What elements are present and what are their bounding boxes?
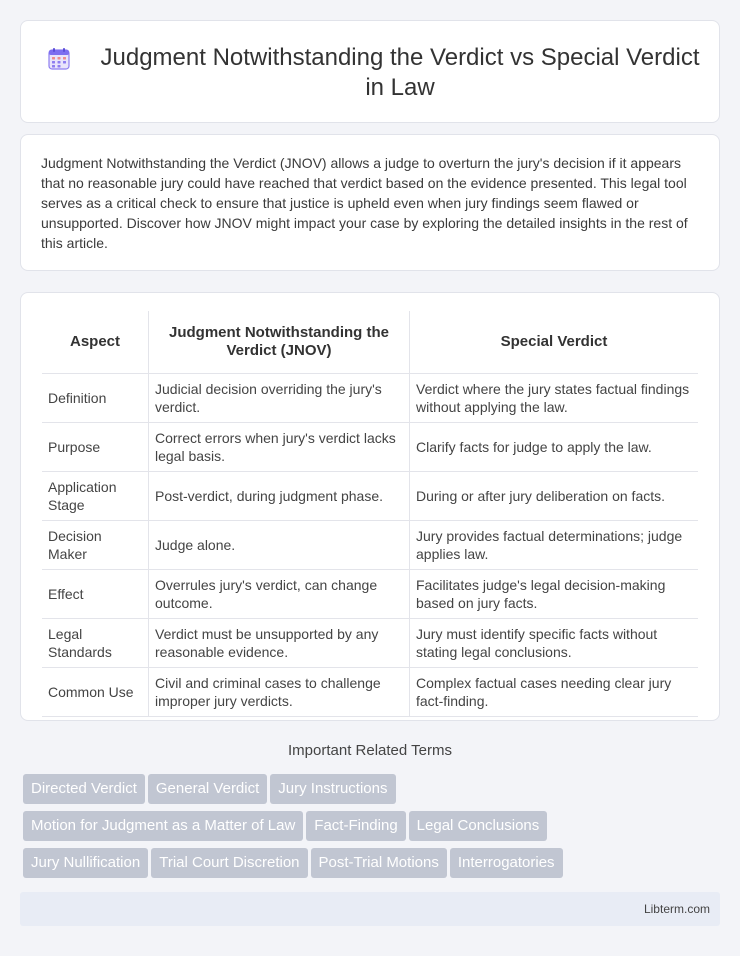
tag-legal-conclusions[interactable]: Legal Conclusions <box>409 811 548 841</box>
page-title: Judgment Notwithstanding the Verdict vs Special Verdict in Law <box>100 44 700 101</box>
cell-jnov: Verdict must be unsupported by any reasonable evidence. <box>148 619 409 668</box>
cell-aspect: Definition <box>42 374 148 423</box>
cell-special-verdict: Clarify facts for judge to apply the law. <box>409 423 698 472</box>
header-jnov: Judgment Notwithstanding the Verdict (JNOV) <box>148 311 409 374</box>
cell-jnov: Judge alone. <box>148 521 409 570</box>
cell-special-verdict: Facilitates judge's legal decision-making based on jury facts. <box>409 570 698 619</box>
footer-site-link[interactable]: Libterm.com <box>643 902 710 916</box>
cell-aspect: Legal Standards <box>42 619 148 668</box>
cell-aspect: Common Use <box>42 668 148 717</box>
header-aspect: Aspect <box>42 311 148 374</box>
tag-fact-finding[interactable]: Fact-Finding <box>306 811 405 841</box>
cell-jnov: Overrules jury's verdict, can change outcome. <box>148 570 409 619</box>
table-row <box>42 374 698 423</box>
tag-trial-court-discretion[interactable]: Trial Court Discretion <box>151 848 307 878</box>
cell-special-verdict: Verdict where the jury states factual findings without applying the law. <box>409 374 698 423</box>
cell-special-verdict: Complex factual cases needing clear jury fact-finding. <box>409 668 698 717</box>
comparison-table <box>42 311 698 717</box>
related-terms-list <box>23 774 703 885</box>
title-card <box>20 20 720 123</box>
cell-jnov: Judicial decision overriding the jury's verdict. <box>148 374 409 423</box>
table-row <box>42 668 698 717</box>
intro-card <box>20 134 720 271</box>
cell-special-verdict: Jury provides factual determinations; judge applies law. <box>409 521 698 570</box>
table-row <box>42 570 698 619</box>
table-row <box>42 423 698 472</box>
cell-aspect: Effect <box>42 570 148 619</box>
tag-row <box>23 811 703 848</box>
tag-general-verdict[interactable]: General Verdict <box>148 774 267 804</box>
tag-jury-nullification[interactable]: Jury Nullification <box>23 848 148 878</box>
tag-directed-verdict[interactable]: Directed Verdict <box>23 774 145 804</box>
footer <box>20 892 720 926</box>
tag-post-trial-motions[interactable]: Post-Trial Motions <box>311 848 447 878</box>
related-terms-title: Important Related Terms <box>288 742 452 759</box>
cell-special-verdict: Jury must identify specific facts without stating legal conclusions. <box>409 619 698 668</box>
calendar-grid-icon <box>47 47 71 71</box>
cell-jnov: Civil and criminal cases to challenge improper jury verdicts. <box>148 668 409 717</box>
cell-aspect: Application Stage <box>42 472 148 521</box>
table-row <box>42 619 698 668</box>
cell-jnov: Correct errors when jury's verdict lacks legal basis. <box>148 423 409 472</box>
table-row <box>42 472 698 521</box>
table-header-row <box>42 311 698 374</box>
cell-aspect: Decision Maker <box>42 521 148 570</box>
tag-jury-instructions[interactable]: Jury Instructions <box>270 774 395 804</box>
tag-motion-for-judgment[interactable]: Motion for Judgment as a Matter of Law <box>23 811 303 841</box>
table-row <box>42 521 698 570</box>
header-special-verdict: Special Verdict <box>409 311 698 374</box>
comparison-table-card <box>20 292 720 721</box>
tag-row <box>23 774 703 811</box>
tag-row <box>23 848 703 885</box>
cell-aspect: Purpose <box>42 423 148 472</box>
cell-special-verdict: During or after jury deliberation on facts. <box>409 472 698 521</box>
cell-jnov: Post-verdict, during judgment phase. <box>148 472 409 521</box>
tag-interrogatories[interactable]: Interrogatories <box>450 848 563 878</box>
intro-paragraph: Judgment Notwithstanding the Verdict (JNOV) allows a judge to overturn the jury's decision if it appears that no reasonable jury could have reached that verdict based on the evidence presented. This legal tool serves as a critical check to ensure that justice is upheld even when jury findings seem flawed or unsupported. Discover how JNOV might impact your case by exploring the detailed insights in the rest of this article. <box>41 155 688 251</box>
